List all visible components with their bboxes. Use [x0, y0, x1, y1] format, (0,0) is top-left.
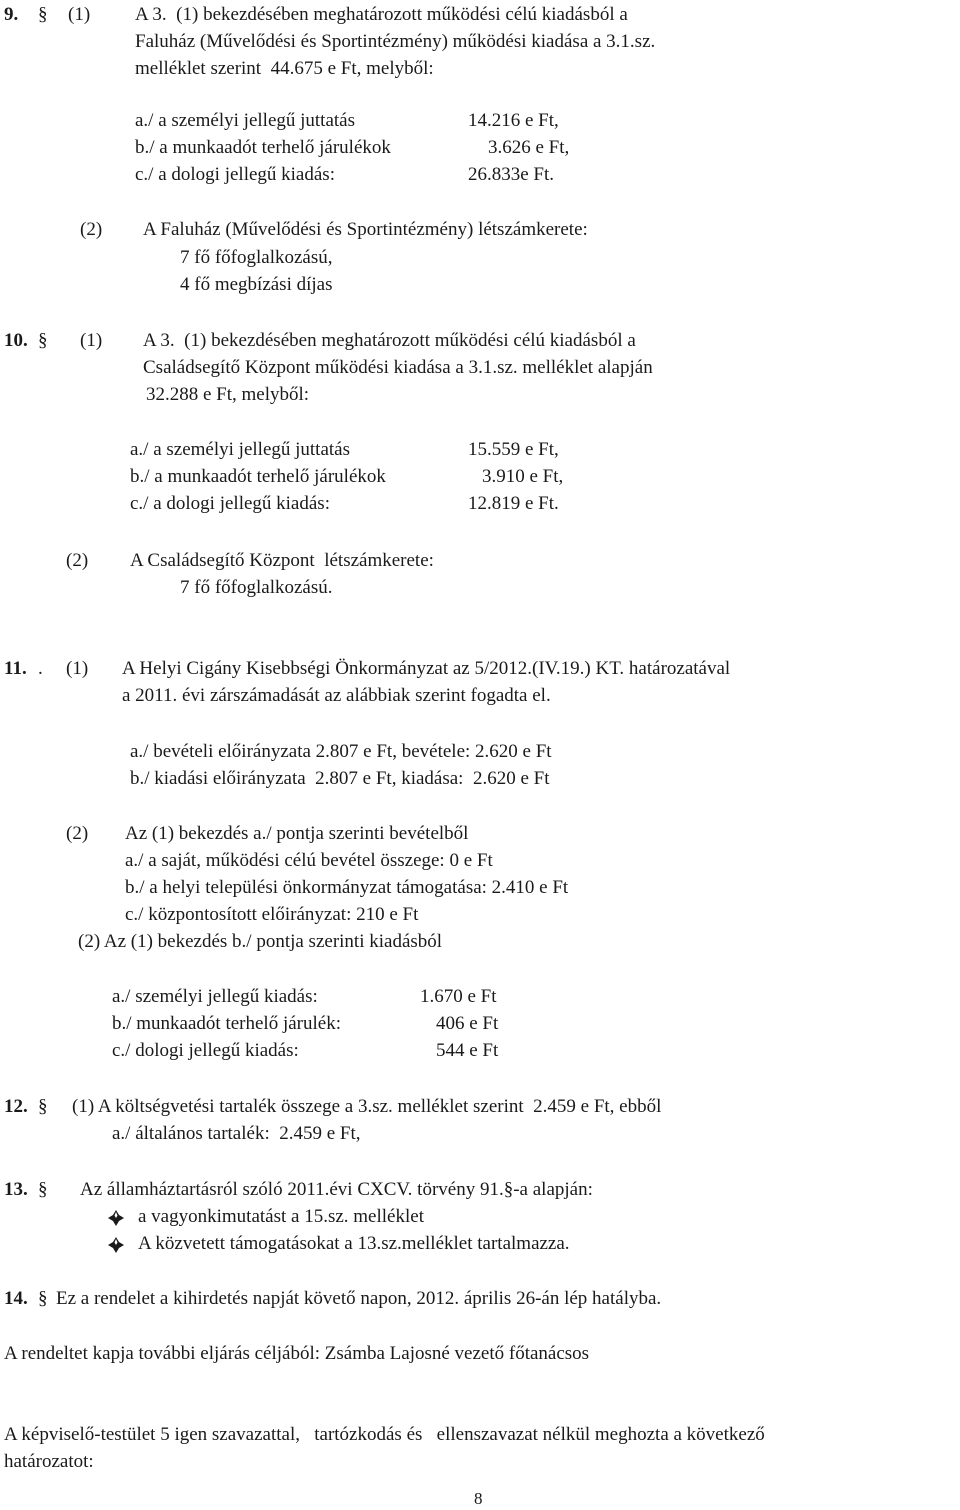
- section-9-line-3: melléklet szerint 44.675 e Ft, melyből:: [135, 58, 434, 79]
- resolution-note-line-2: határozatot:: [4, 1451, 94, 1472]
- section-10-para-2-line-1: A Családsegítő Központ létszámkerete:: [130, 550, 434, 571]
- section-10-item-a-value: 15.559 e Ft,: [468, 439, 559, 460]
- section-9-para-2-line-2: 7 fő főfoglalkozású,: [180, 247, 333, 268]
- section-13-line-1: Az államháztartásról szóló 2011.évi CXCV. törvény 91.§-a alapján:: [80, 1179, 593, 1200]
- section-9-item-b-label: b./ a munkaadót terhelő járulékok: [135, 137, 391, 158]
- section-10-symbol: §: [38, 330, 48, 351]
- section-11-para-1: (1): [66, 658, 89, 679]
- section-9-symbol: §: [38, 4, 48, 25]
- section-14-number: 14.: [4, 1288, 28, 1309]
- section-12-symbol: §: [38, 1096, 48, 1117]
- section-11-item-a-value: 1.670 e Ft: [420, 986, 497, 1007]
- section-11-para-2-line-1: Az (1) bekezdés a./ pontja szerinti bevételből: [125, 823, 469, 844]
- section-10-line-2: Családsegítő Központ működési kiadása a 3.1.sz. melléklet alapján: [143, 357, 653, 378]
- section-14-line-1: Ez a rendelet a kihirdetés napját követő napon, 2012. április 26-án lép hatályba.: [56, 1288, 662, 1309]
- section-13-bullet-1: a vagyonkimutatást a 15.sz. melléklet: [138, 1206, 424, 1227]
- diamond-bullet-icon: [107, 1236, 125, 1254]
- section-9-item-a-value: 14.216 e Ft,: [468, 110, 559, 131]
- section-9-item-b-value: 3.626 e Ft,: [488, 137, 570, 158]
- section-9-para-2-line-3: 4 fő megbízási díjas: [180, 274, 333, 295]
- section-12-number: 12.: [4, 1096, 28, 1117]
- section-10-line-1: A 3. (1) bekezdésében meghatározott működési célú kiadásból a: [143, 330, 636, 351]
- section-11-item-b-value: 406 e Ft: [436, 1013, 499, 1034]
- section-11-row-1: a./ bevételi előirányzata 2.807 e Ft, bevétele: 2.620 e Ft: [130, 741, 552, 762]
- section-9-line-2: Faluház (Művelődési és Sportintézmény) működési kiadása a 3.1.sz.: [135, 31, 656, 52]
- section-9-line-1: A 3. (1) bekezdésében meghatározott működési célú kiadásból a: [135, 4, 628, 25]
- section-11-item-b-label: b./ munkaadót terhelő járulék:: [112, 1013, 341, 1034]
- page-number: 8: [474, 1489, 483, 1508]
- section-10-para-2: (2): [66, 550, 89, 571]
- section-9-para-1: (1): [68, 4, 91, 25]
- section-12-line-2: a./ általános tartalék: 2.459 e Ft,: [112, 1123, 361, 1144]
- section-11-item-a-label: a./ személyi jellegű kiadás:: [112, 986, 318, 1007]
- section-11-para-2-b: b./ a helyi települési önkormányzat támogatása: 2.410 e Ft: [125, 877, 569, 898]
- section-12-line-1: (1) A költségvetési tartalék összege a 3.sz. melléklet szerint 2.459 e Ft, ebből: [72, 1096, 662, 1117]
- section-11-number: 11.: [4, 658, 27, 679]
- section-9-item-a-label: a./ a személyi jellegű juttatás: [135, 110, 356, 131]
- resolution-note-line-1: A képviselő-testület 5 igen szavazattal, tartózkodás és ellenszavazat nélkül meghozta a következő: [4, 1424, 765, 1445]
- section-13-bullet-2: A közvetett támogatásokat a 13.sz.melléklet tartalmazza.: [138, 1233, 570, 1254]
- section-9-number: 9.: [4, 4, 19, 25]
- section-10-item-c-label: c./ a dologi jellegű kiadás:: [130, 493, 330, 514]
- section-10-item-b-label: b./ a munkaadót terhelő járulékok: [130, 466, 386, 487]
- section-11-item-c-label: c./ dologi jellegű kiadás:: [112, 1040, 299, 1061]
- section-11-symbol: .: [38, 658, 43, 679]
- section-11-line-1: A Helyi Cigány Kisebbségi Önkormányzat az 5/2012.(IV.19.) KT. határozatával: [122, 658, 731, 679]
- section-11-para-2-a: a./ a saját, működési célú bevétel összege: 0 e Ft: [125, 850, 493, 871]
- section-11-row-2: b./ kiadási előirányzata 2.807 e Ft, kiadása: 2.620 e Ft: [130, 768, 550, 789]
- section-11-para-2-c: c./ központosított előirányzat: 210 e Ft: [125, 904, 419, 925]
- section-10-para-2-line-2: 7 fő főfoglalkozású.: [180, 577, 333, 598]
- section-11-para-2: (2): [66, 823, 89, 844]
- section-9-para-2-line-1: A Faluház (Művelődési és Sportintézmény) létszámkerete:: [143, 219, 588, 240]
- section-14-symbol: §: [38, 1288, 48, 1309]
- section-10-para-1: (1): [80, 330, 103, 351]
- section-11-line-2: a 2011. évi zárszámadását az alábbiak szerint fogadta el.: [122, 685, 551, 706]
- distribution-note: A rendeltet kapja további eljárás céljából: Zsámba Lajosné vezető főtanácsos: [4, 1343, 590, 1364]
- section-11-item-c-value: 544 e Ft: [436, 1040, 499, 1061]
- section-10-line-3: 32.288 e Ft, melyből:: [146, 384, 310, 405]
- section-11-para-3: (2) Az (1) bekezdés b./ pontja szerinti kiadásból: [78, 931, 443, 952]
- section-10-item-b-value: 3.910 e Ft,: [482, 466, 564, 487]
- section-10-item-a-label: a./ a személyi jellegű juttatás: [130, 439, 351, 460]
- section-10-number: 10.: [4, 330, 28, 351]
- section-9-item-c-label: c./ a dologi jellegű kiadás:: [135, 164, 335, 185]
- section-13-symbol: §: [38, 1179, 48, 1200]
- diamond-bullet-icon: [107, 1209, 125, 1227]
- section-13-number: 13.: [4, 1179, 28, 1200]
- section-9-item-c-value: 26.833e Ft.: [468, 164, 555, 185]
- section-10-item-c-value: 12.819 e Ft.: [468, 493, 559, 514]
- section-9-para-2: (2): [80, 219, 103, 240]
